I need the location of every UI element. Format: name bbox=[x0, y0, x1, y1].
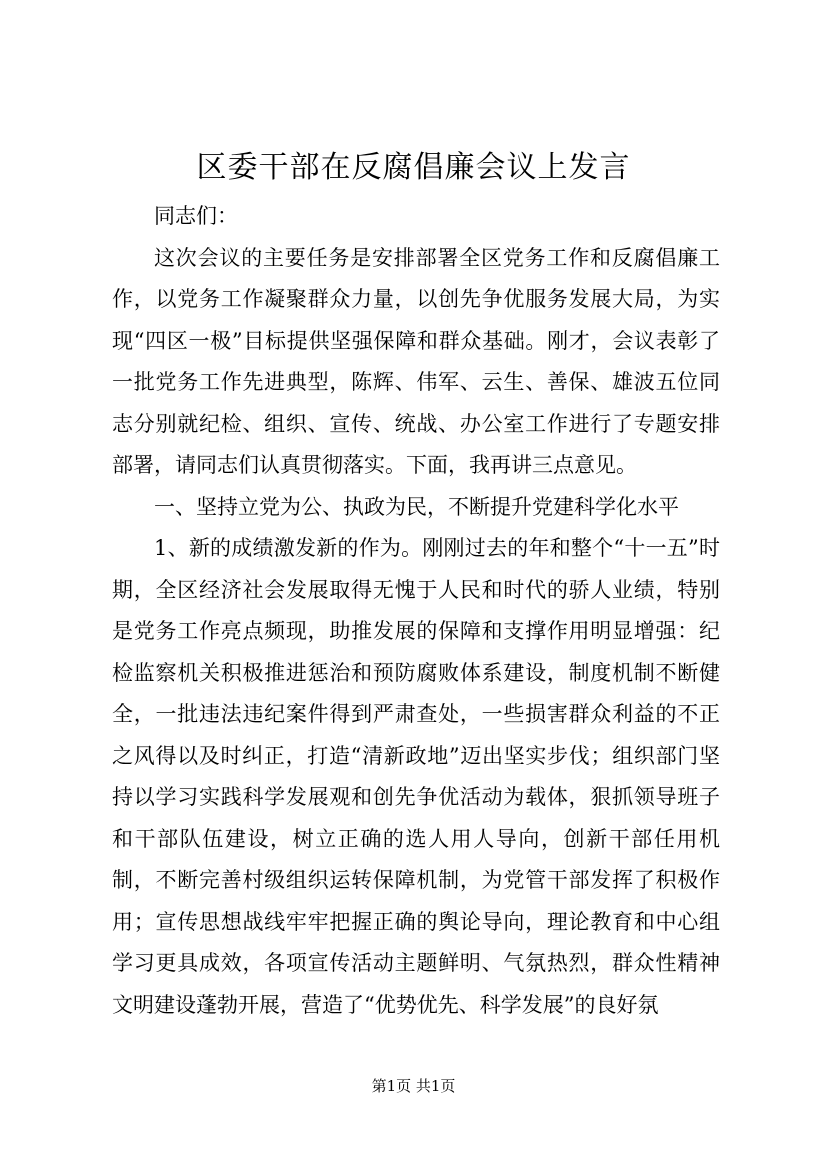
section-heading-1: 一、坚持立党为公、执政为民，不断提升党建科学化水平 bbox=[154, 494, 679, 519]
body-paragraph: 1、新的成绩激发新的作为。刚刚过去的年和整个“十一五”时期，全区经济社会发展取得无愧于人民和时代的骄人业绩，特别是党务工作亮点频现，助推发展的保障和支撑作用明显增强：纪检监察机关积极推进惩治和预防腐败体系建设，制度机制不断健全，一批违法违纪案件得到严肃查处，一些损害群众利益的不正之风得以及时纠正，打造“清新政地”迈出坚实步伐；组织部门坚持以学习实践科学发展观和创先争优活动为载体，狠抓领导班子和干部队伍建设，树立正确的选人用人导向，创新干部任用机制，不断完善村级组织运转保障机制，为党管干部发挥了积极作用；宣传思想战线牢牢把握正确的舆论导向，理论教育和中心组学习更具成效，各项宣传活动主题鲜明、气氛热烈，群众性精神文明建设蓬勃开展，营造了“优势优先、科学发展”的良好氛 bbox=[112, 536, 720, 1017]
page-footer: 第1页 共1页 bbox=[371, 1077, 456, 1095]
document-title: 区委干部在反腐倡廉会议上发言 bbox=[196, 150, 631, 185]
document-body bbox=[112, 196, 720, 1026]
salutation-paragraph: 同志们： bbox=[154, 204, 238, 228]
intro-paragraph: 这次会议的主要任务是安排部署全区党务工作和反腐倡廉工作，以党务工作凝聚群众力量，以创先争优服务发展大局，为实现“四区一极”目标提供坚强保障和群众基础。刚才，会议表彰了一批党务工作先进典型，陈辉、伟军、云生、善保、雄波五位同志分别就纪检、组织、宣传、统战、办公室工作进行了专题安排部署，请同志们认真贯彻落实。下面，我再讲三点意见。 bbox=[112, 245, 720, 477]
